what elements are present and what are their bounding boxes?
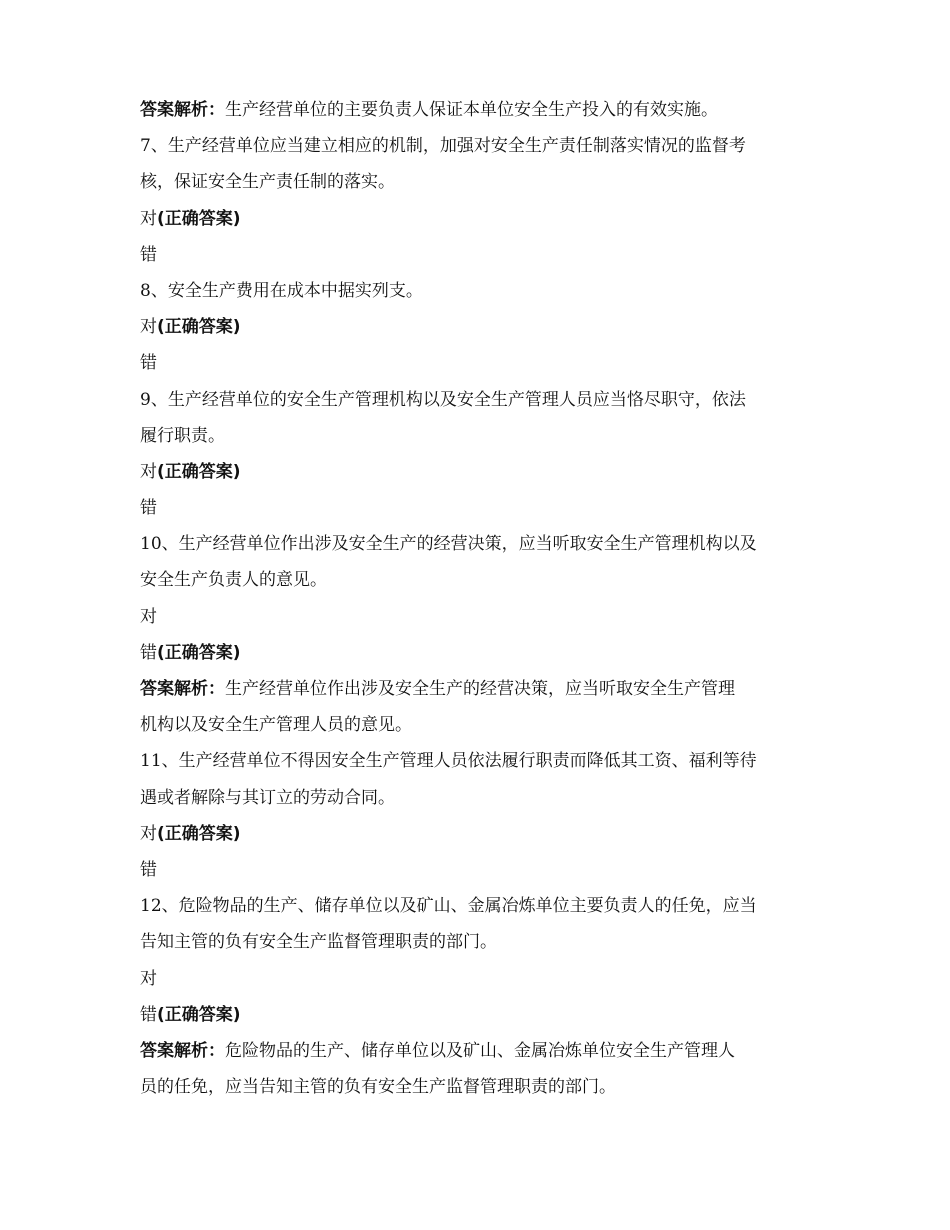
option-true: 对 [140, 968, 157, 989]
option-true [140, 816, 820, 852]
analysis-line [140, 1033, 820, 1069]
option-true: 对 [140, 606, 157, 627]
option-true [140, 454, 820, 490]
analysis-text: 危险物品的生产、储存单位以及矿山、金属冶炼单位安全生产管理人 [225, 1040, 735, 1061]
question-11-line-1: 11、生产经营单位不得因安全生产管理人员依法履行职责而降低其工资、福利等待 [140, 751, 757, 772]
correct-answer-mark: (正确答案) [157, 208, 241, 229]
option-true-label: 对 [140, 461, 157, 482]
analysis-text: 生产经营单位的主要负责人保证本单位安全生产投入的有效实施。 [225, 100, 718, 120]
question-9-line-2: 履行职责。 [140, 425, 225, 446]
analysis-line-2: 机构以及安全生产管理人员的意见。 [140, 715, 412, 736]
option-true [140, 201, 820, 237]
question-11-line-2: 遇或者解除与其订立的劳动合同。 [140, 787, 395, 808]
option-true-label: 对 [140, 317, 157, 338]
analysis-label: 答案解析： [140, 1040, 225, 1061]
question-12-line-1: 12、危险物品的生产、储存单位以及矿山、金属冶炼单位主要负责人的任免，应当 [140, 896, 757, 917]
correct-answer-mark: (正确答案) [157, 642, 241, 663]
analysis-label: 答案解析： [140, 100, 225, 120]
option-false [140, 635, 820, 671]
correct-answer-mark: (正确答案) [157, 461, 241, 482]
document-page [140, 92, 820, 1105]
option-false-label: 错 [140, 642, 157, 663]
analysis-line-2: 员的任免，应当告知主管的负有安全生产监督管理职责的部门。 [140, 1077, 616, 1098]
question-9-line-1: 9、生产经营单位的安全生产管理机构以及安全生产管理人员应当恪尽职守，依法 [140, 389, 746, 410]
analysis-line [140, 671, 820, 707]
option-false: 错 [140, 498, 157, 519]
question-10-line-1: 10、生产经营单位作出涉及安全生产的经营决策，应当听取安全生产管理机构以及 [140, 534, 757, 555]
analysis-label: 答案解析： [140, 679, 225, 699]
question-7-line-1: 7、生产经营单位应当建立相应的机制，加强对安全生产责任制落实情况的监督考 [140, 136, 746, 157]
question-12-line-2: 告知主管的负有安全生产监督管理职责的部门。 [140, 932, 497, 953]
option-false [140, 997, 820, 1033]
option-true [140, 309, 820, 345]
option-false: 错 [140, 859, 157, 880]
option-false: 错 [140, 353, 157, 374]
correct-answer-mark: (正确答案) [157, 317, 241, 338]
question-7-line-2: 核，保证安全生产责任制的落实。 [140, 172, 395, 193]
option-false-label: 错 [140, 1004, 157, 1025]
option-true-label: 对 [140, 208, 157, 229]
option-false: 错 [140, 244, 157, 265]
analysis-line [140, 92, 820, 128]
question-8-line-1: 8、安全生产费用在成本中据实列支。 [140, 280, 423, 301]
correct-answer-mark: (正确答案) [157, 1004, 241, 1025]
analysis-text: 生产经营单位作出涉及安全生产的经营决策，应当听取安全生产管理 [225, 679, 735, 699]
option-true-label: 对 [140, 823, 157, 844]
correct-answer-mark: (正确答案) [157, 823, 241, 844]
question-10-line-2: 安全生产负责人的意见。 [140, 570, 327, 591]
